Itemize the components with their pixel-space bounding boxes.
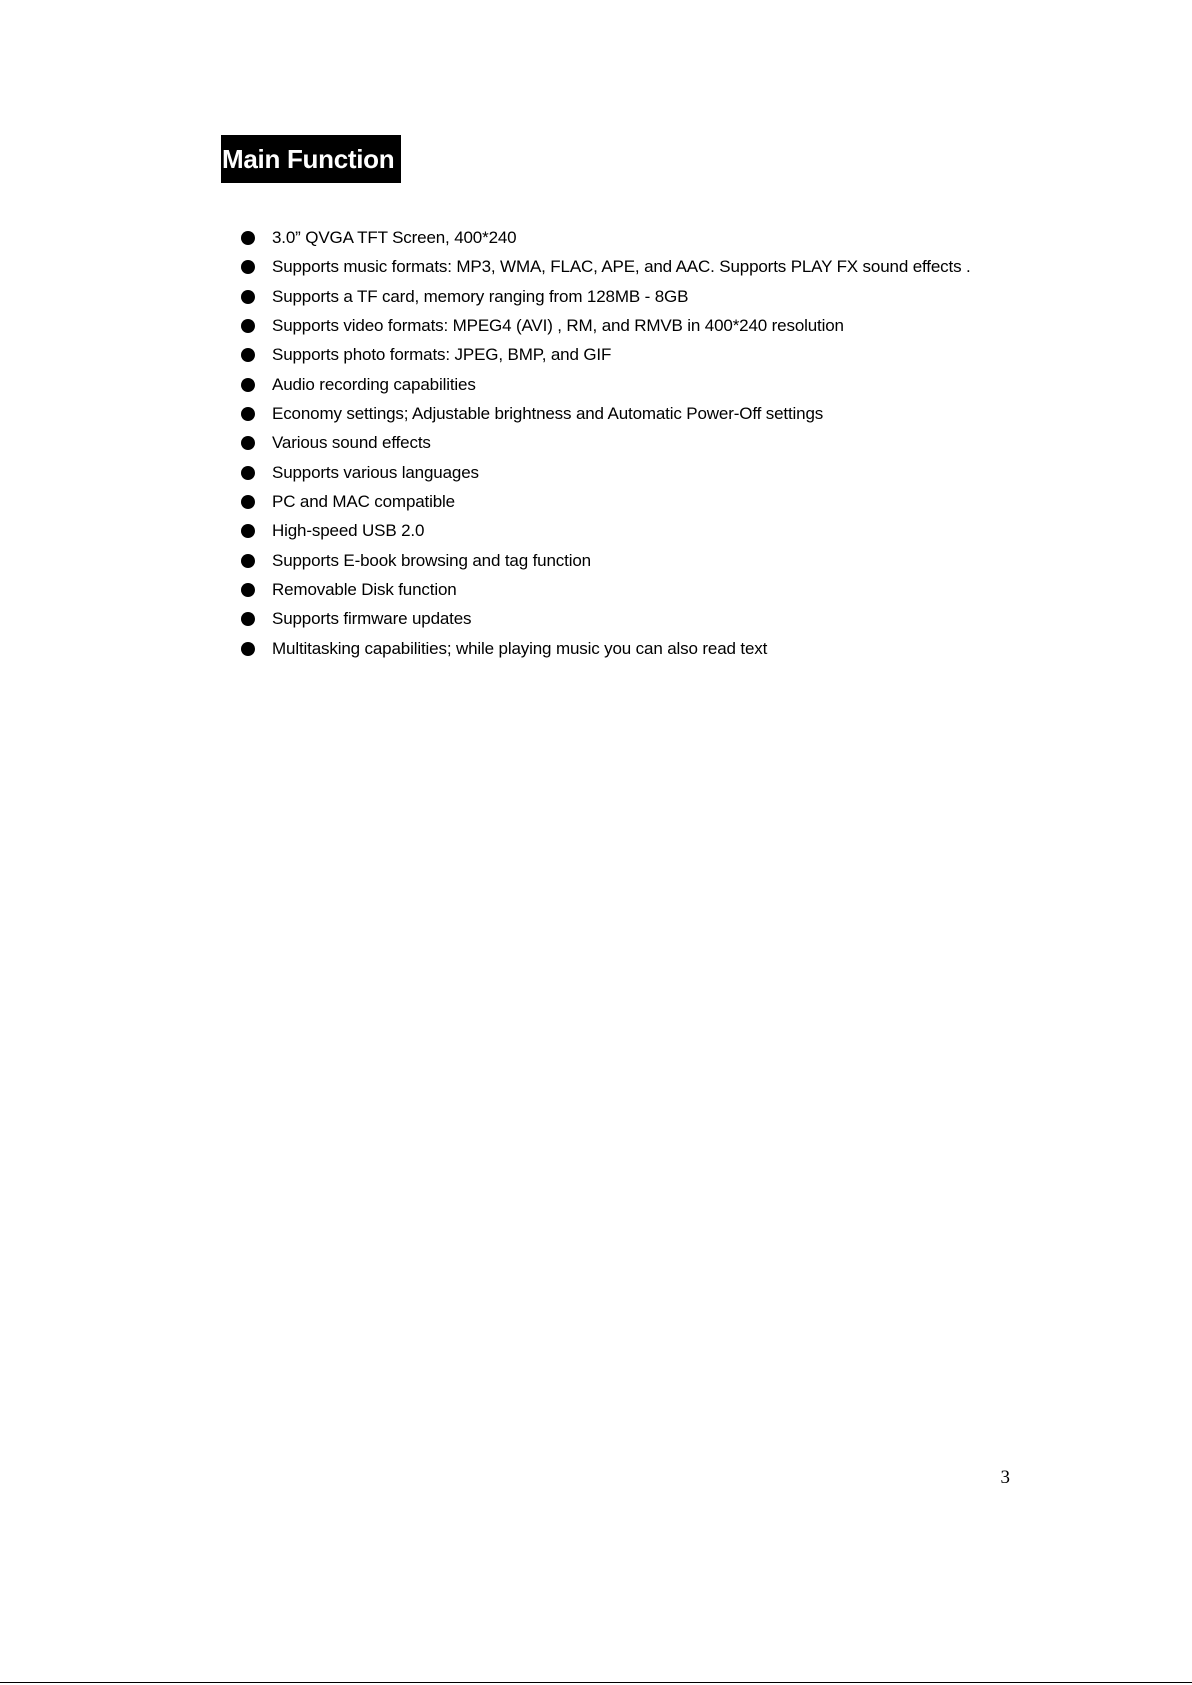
bullet-icon: [241, 583, 255, 597]
bullet-icon: [241, 466, 255, 480]
feature-text: Removable Disk function: [272, 580, 457, 599]
bullet-icon: [241, 319, 255, 333]
feature-text: Supports firmware updates: [272, 609, 472, 628]
feature-text: High-speed USB 2.0: [272, 521, 425, 540]
feature-text: Multitasking capabilities; while playing music you can also read text: [272, 639, 768, 658]
bullet-icon: [241, 290, 255, 304]
bullet-icon: [241, 612, 255, 626]
bullet-icon: [241, 378, 255, 392]
feature-text: Supports photo formats: JPEG, BMP, and GIF: [272, 345, 612, 364]
feature-text: Supports video formats: MPEG4 (AVI) , RM, and RMVB in 400*240 resolution: [272, 316, 844, 335]
page-number: 3: [1000, 1467, 1010, 1488]
feature-text: Audio recording capabilities: [272, 375, 476, 394]
bullet-icon: [241, 495, 255, 509]
feature-text: Various sound effects: [272, 433, 431, 452]
bullet-icon: [241, 554, 255, 568]
bottom-divider: [0, 1682, 1192, 1683]
bullet-icon: [241, 260, 255, 274]
bullet-icon: [241, 524, 255, 538]
bullet-icon: [241, 231, 255, 245]
bullet-icon: [241, 436, 255, 450]
feature-text: Supports various languages: [272, 463, 479, 482]
feature-text: Economy settings; Adjustable brightness and Automatic Power-Off settings: [272, 404, 824, 423]
feature-text: Supports E-book browsing and tag function: [272, 551, 591, 570]
bullet-icon: [241, 348, 255, 362]
feature-text: Supports music formats: MP3, WMA, FLAC, APE, and AAC. Supports PLAY FX sound effects .: [272, 257, 971, 276]
section-heading: Main Function: [221, 135, 401, 183]
feature-text: PC and MAC compatible: [272, 492, 455, 511]
bullet-icon: [241, 407, 255, 421]
feature-text: 3.0” QVGA TFT Screen, 400*240: [272, 228, 517, 247]
feature-text: Supports a TF card, memory ranging from 128MB - 8GB: [272, 287, 689, 306]
bullet-icon: [241, 642, 255, 656]
